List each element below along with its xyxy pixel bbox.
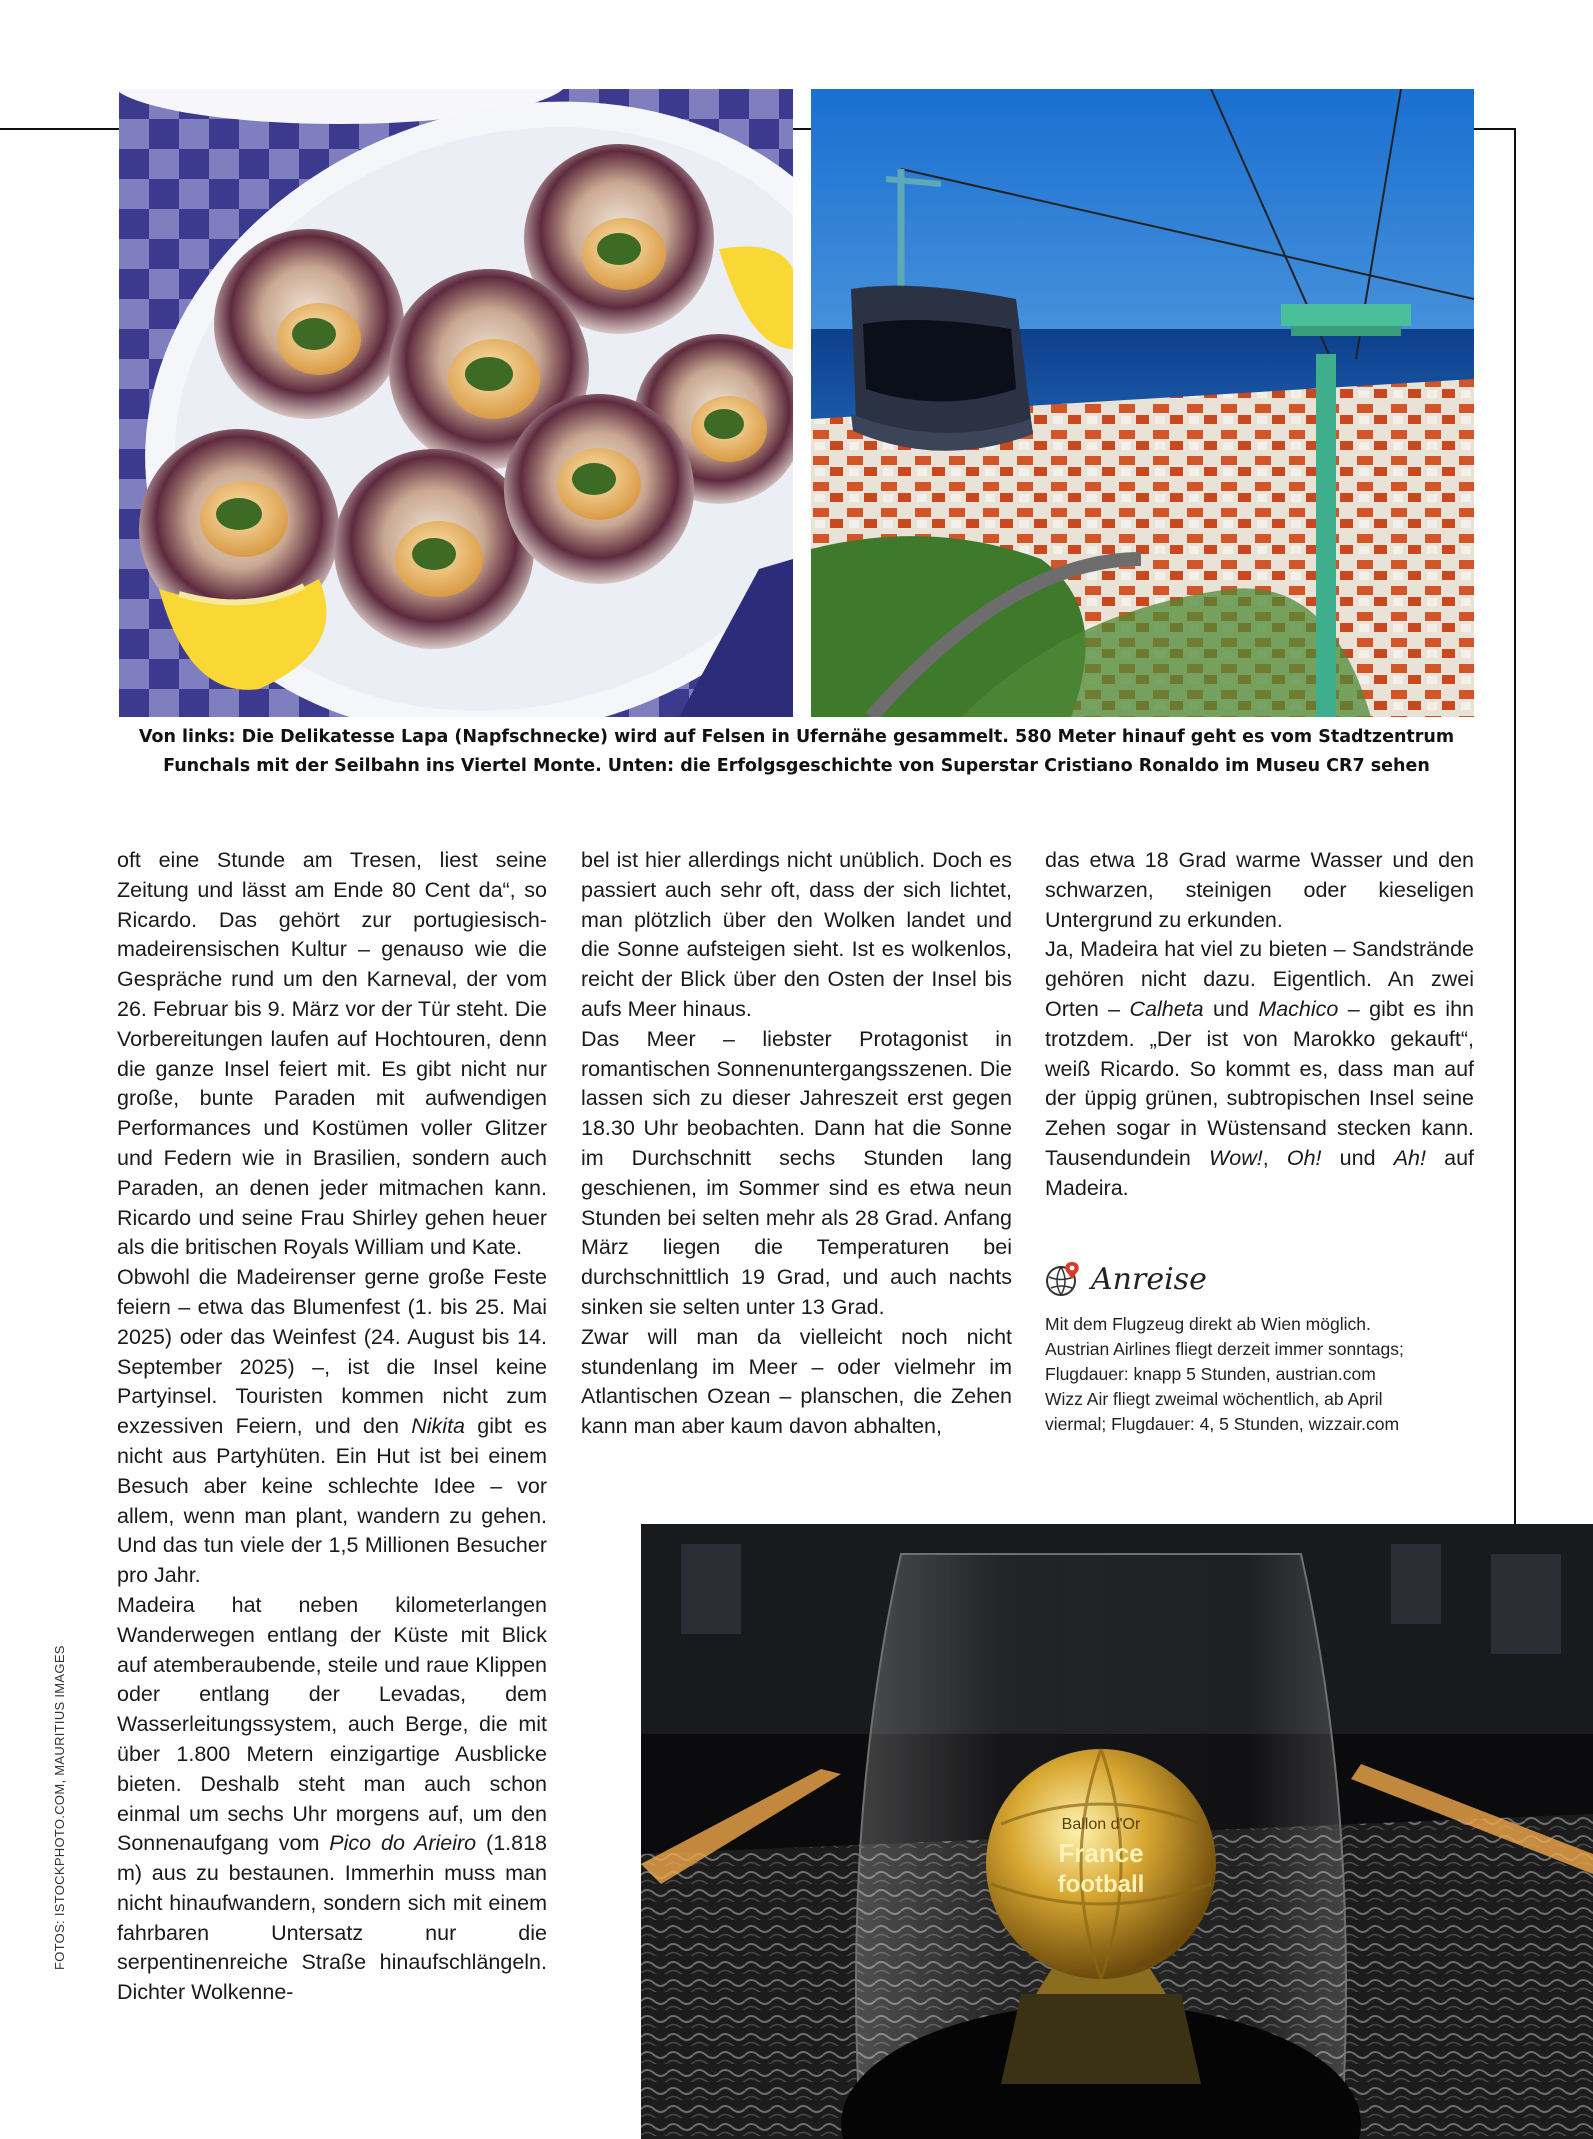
travel-info-line: Wizz Air fliegt zweimal wöchentlich, ab April <box>1045 1389 1383 1409</box>
cablecar-illustration <box>811 89 1474 717</box>
museum-photo <box>641 1524 1593 2139</box>
col1-paragraph-1: oft eine Stunde am Tresen, liest seine Zeitung und lässt am Ende 80 Cent da“, so Ricardo. Das gehört zur portugiesisch-madeirensischen Kultur – genauso wie die Gespräche rund um den Karneval, der vom 26. Februar bis 9. März vor der Tür steht. Die Vorbereitungen laufen auf Hochtouren, denn die ganze Insel feiert mit. Es gibt nicht nur große, bunte Paraden mit aufwendigen Performances und Kostümen voller Glitzer und Federn wie in Brasilien, sondern auch Paraden, an denen jeder mitmachen kann. Ricardo und seine Frau Shirley gehen heuer als die britischen Royals William und Kate. <box>117 848 547 1260</box>
travel-info-line: Austrian Airlines fliegt derzeit immer sonntags; <box>1045 1339 1404 1359</box>
scallops-photo <box>119 89 793 717</box>
col2-paragraph-3: Zwar will man da vielleicht noch nicht stundenlang im Meer – oder vielmehr im Atlantischen Ozean – planschen, die Zehen kann man aber kaum davon abhalten, <box>581 1324 1012 1439</box>
travel-info-box <box>1045 1260 1475 1437</box>
col3-paragraph-1: das etwa 18 Grad warme Wasser und den schwarzen, steinigen oder kieseligen Untergrund zu erkunden. <box>1045 848 1474 932</box>
col2-paragraph-2: Das Meer – liebster Protagonist in romantischen Sonnenuntergangsszenen. Die lassen sich zu dieser Jahreszeit erst gegen 18.30 Uhr beobachten. Dann hat die Sonne im Durchschnitt sechs Stunden lang geschienen, im Sommer sind es etwa neun Stunden bei selten mehr als 28 Grad. Anfang März liegen die Temperaturen bei durchschnittlich 19 Grad, und auch nachts sinken sie selten unter 13 Grad. <box>581 1026 1012 1319</box>
scallops-illustration <box>119 89 793 717</box>
travel-info-title: Anreise <box>1091 1261 1207 1297</box>
article-column-2 <box>581 846 1012 1442</box>
photo-credit: FOTOS: ISTOCKPHOTO.COM, MAURITIUS IMAGES <box>52 1645 67 1970</box>
globe-pin-icon <box>1045 1260 1083 1298</box>
trophy-engraving-line-3: football <box>1057 1871 1145 1898</box>
photo-caption <box>119 723 1474 781</box>
col1-paragraph-3: Madeira hat neben kilometerlangen Wanderwegen entlang der Küste mit Blick auf atemberaubende, steile und raue Klippen oder entlang der Levadas, dem Wasserleitungssystem, auch Berge, die mit über 1.800 Metern einzigartige Ausblicke bieten. Deshalb steht man auch schon einmal um sechs Uhr morgens auf, um den Sonnenaufgang vom Pico do Arieiro (1.818 m) aus zu bestaunen. Immerhin muss man nicht hinaufwandern, sondern sich mit einem fahrbaren Untersatz nur die serpentinenreiche Straße hinaufschlängeln. Dichter Wolkenne- <box>117 1592 548 2005</box>
caption-line-1: Von links: Die Delikatesse Lapa (Napfschnecke) wird auf Felsen in Ufernähe gesammelt. 580 Meter hinauf geht es vom Stadtzentrum <box>138 727 1455 747</box>
trophy-engraving-line-2: France <box>1058 1838 1144 1868</box>
travel-info-line: Mit dem Flugzeug direkt ab Wien möglich. <box>1045 1314 1371 1334</box>
trophy-engraving-line-1: Ballon d'Or <box>1061 1816 1141 1833</box>
travel-info-title-row <box>1045 1260 1475 1298</box>
travel-info-body <box>1045 1312 1475 1437</box>
col1-paragraph-2: Obwohl die Madeirenser gerne große Feste feiern – etwa das Blumenfest (1. bis 25. Mai 2025) oder das Weinfest (24. August bis 14. September 2025) –, ist die Insel keine Partyinsel. Touristen kommen nicht zum exzessiven Feiern, und den Nikita gibt es nicht aus Partyhüten. Ein Hut ist bei einem Besuch aber keine schlechte Idee – vor allem, wenn man plant, wandern zu gehen. Und das tun viele der 1,5 Millionen Besucher pro Jahr. <box>117 1265 547 1588</box>
cablecar-photo <box>811 89 1474 717</box>
article-column-1 <box>117 846 547 2008</box>
museum-illustration <box>641 1524 1593 2139</box>
frame-right-rule <box>1514 128 1516 1524</box>
col3-paragraph-2: Ja, Madeira hat viel zu bieten – Sandstrände gehören nicht dazu. Eigentlich. An zwei Orten – Calheta und Machico – gibt es ihn trotzdem. „Der ist von Marokko gekauft“, weiß Ricardo. So kommt es, dass man auf der üppig grünen, subtropischen Insel seine Zehen sogar in Wüstensand stecken kann. Tausendundein Wow!, Oh! und Ah! auf Madeira. <box>1045 937 1474 1200</box>
caption-line-2: Funchals mit der Seilbahn ins Viertel Monte. Unten: die Erfolgsgeschichte von Superstar Cristiano Ronaldo im Museu CR7 sehen <box>163 756 1430 776</box>
col2-paragraph-1: bel ist hier allerdings nicht unüblich. Doch es passiert auch sehr oft, dass der sich lichtet, man plötzlich über den Wolken landet und die Sonne aufsteigen sieht. Ist es wolkenlos, reicht der Blick über den Osten der Insel bis aufs Meer hinaus. <box>581 848 1012 1021</box>
travel-info-line: Flugdauer: knapp 5 Stunden, austrian.com <box>1045 1364 1376 1384</box>
article-column-3 <box>1045 846 1474 1204</box>
travel-info-line: viermal; Flugdauer: 4, 5 Stunden, wizzair.com <box>1045 1414 1400 1434</box>
